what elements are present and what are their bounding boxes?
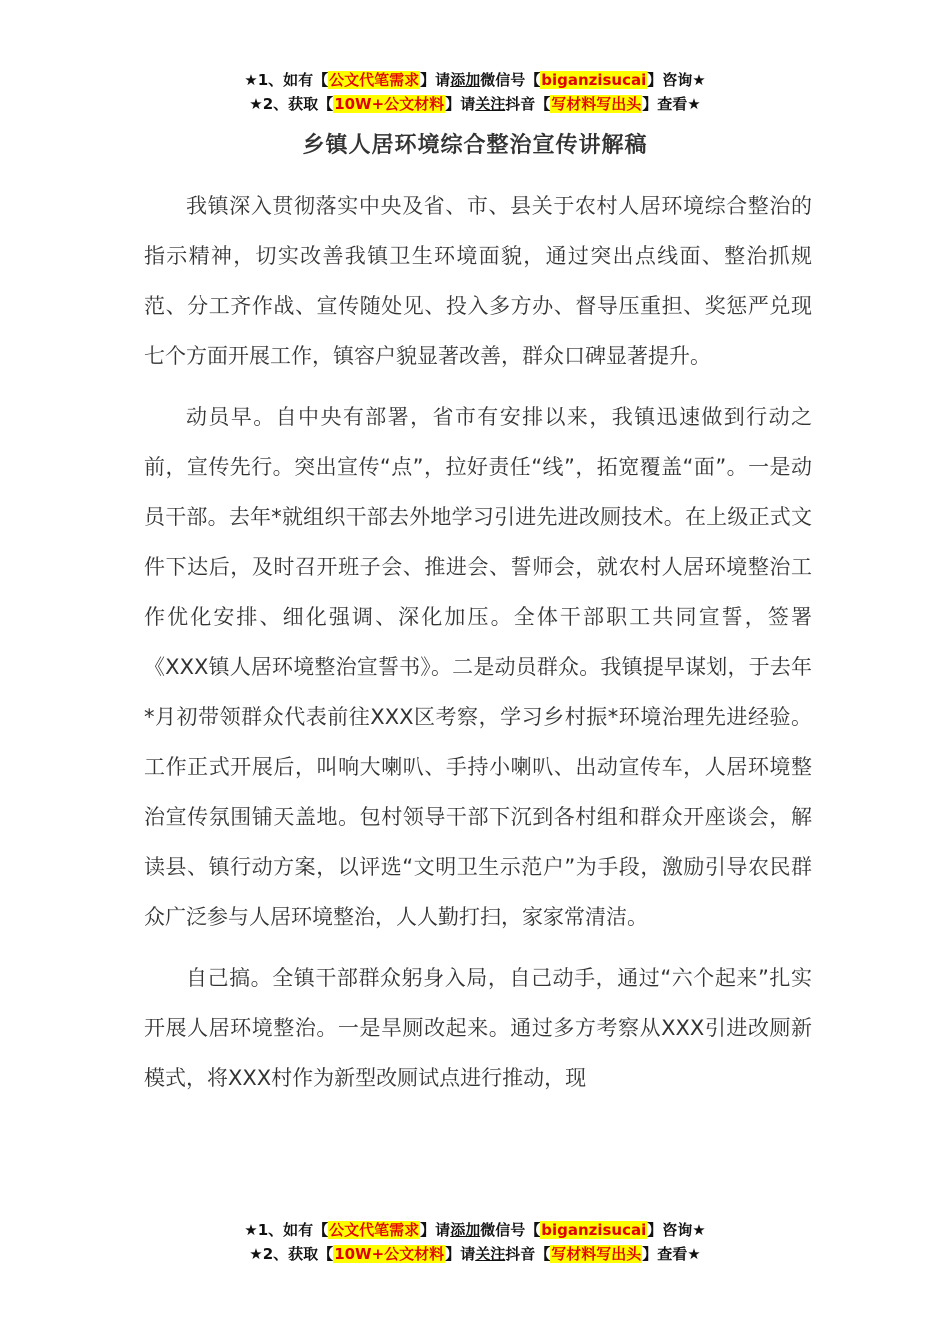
banner-line-1: ★1、如有【公文代笔需求】请添加微信号【biganzisucai】咨询★ [244,71,706,89]
highlight-text: 公文代笔需求 [329,1221,420,1239]
footer-banner [0,1218,950,1266]
wechat-id: biganzisucai [541,71,647,89]
highlight-text: 10W+公文材料 [334,1245,445,1263]
paragraph: 动员早。自中央有部署，省市有安排以来，我镇迅速做到行动之前，宣传先行。突出宣传“点”，拉好责任“线”，拓宽覆盖“面”。一是动员干部。去年*就组织干部去外地学习引进先进改厕技术。在上级正式文件下达后，及时召开班子会、推进会、誓师会，就农村人居环境整治工作优化安排、细化强调、深化加压。全体干部职工共同宣誓，签署《XXX镇人居环境整治宣誓书》。二是动员群众。我镇提早谋划，于去年*月初带领群众代表前往XXX区考察，学习乡村振*环境治理先进经验。工作正式开展后，叫响大喇叭、手持小喇叭、出动宣传车，人居环境整治宣传氛围铺天盖地。包村领导干部下沉到各村组和群众开座谈会，解读县、镇行动方案，以评选“文明卫生示范户”为手段，激励引导农民群众广泛参与人居环境整治，人人勤打扫，家家常清洁。 [144,405,812,929]
highlight-text: 10W+公文材料 [334,95,445,113]
header-banner [0,68,950,116]
paragraph: 我镇深入贯彻落实中央及省、市、县关于农村人居环境综合整治的指示精神，切实改善我镇卫生环境面貌，通过突出点线面、整治抓规范、分工齐作战、宣传随处见、投入多方办、督导压重担、奖惩严兑现七个方面开展工作，镇容户貌显著改善，群众口碑显著提升。 [144,194,812,368]
banner-line-1: ★1、如有【公文代笔需求】请添加微信号【biganzisucai】咨询★ [244,1221,706,1239]
paragraph: 自己搞。全镇干部群众躬身入局，自己动手，通过“六个起来”扎实开展人居环境整治。一是旱厕改起来。通过多方考察从XXX引进改厕新模式，将XXX村作为新型改厕试点进行推动，现 [144,966,812,1090]
highlight-text: 公文代笔需求 [329,71,420,89]
document-title: 乡镇人居环境综合整治宣传讲解稿 [302,133,648,158]
douyin-account: 写材料写出头 [551,95,642,113]
document-body [144,181,812,1114]
banner-line-2: ★2、获取【10W+公文材料】请关注抖音【写材料写出头】查看★ [249,1245,701,1263]
wechat-id: biganzisucai [541,1221,647,1239]
douyin-account: 写材料写出头 [551,1245,642,1263]
banner-line-2: ★2、获取【10W+公文材料】请关注抖音【写材料写出头】查看★ [249,95,701,113]
